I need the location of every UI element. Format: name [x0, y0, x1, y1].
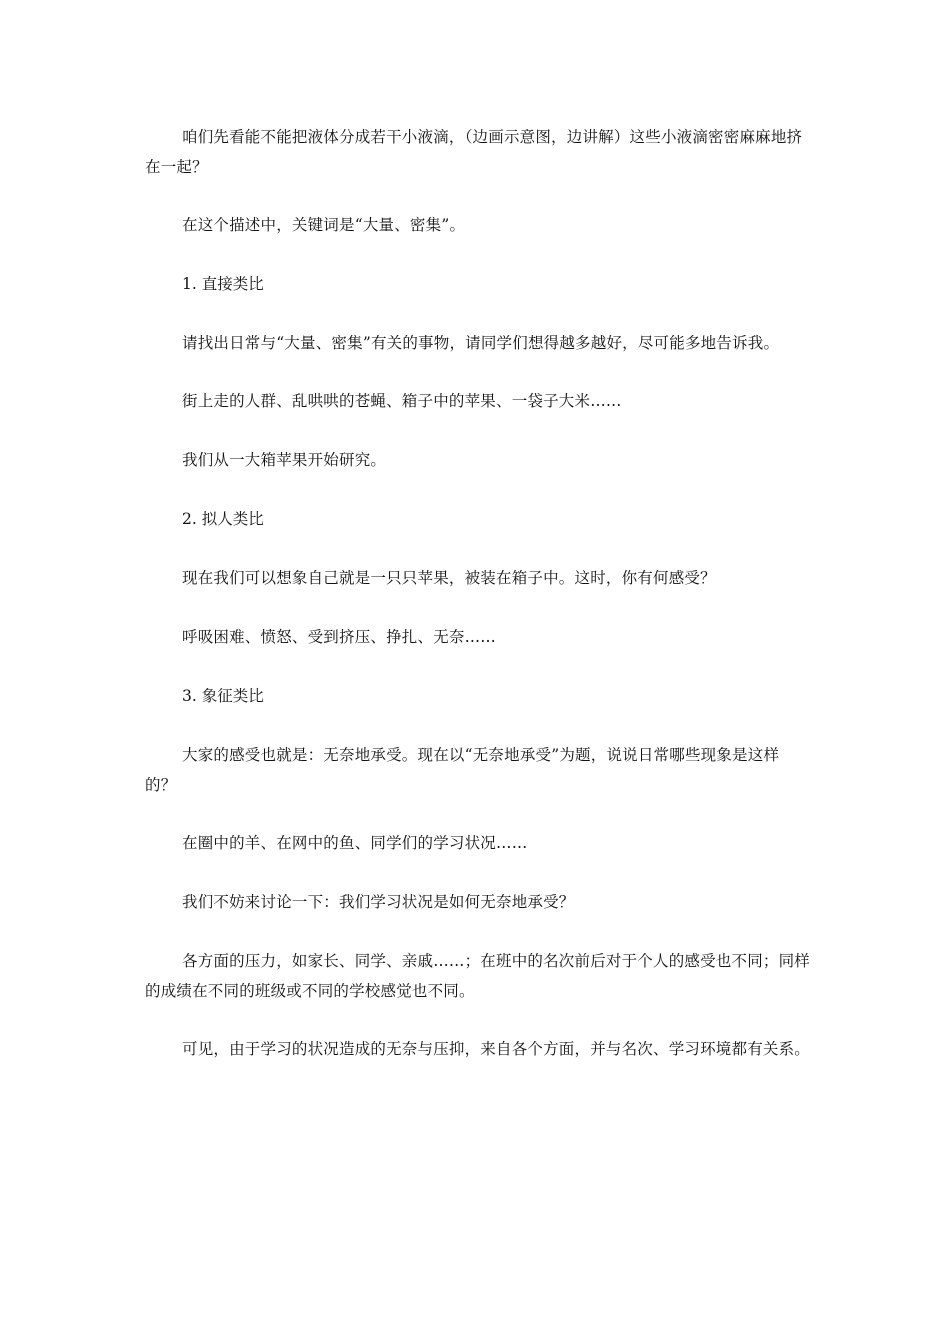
heading-personification-analogy: 2. 拟人类比	[182, 510, 264, 528]
paragraph-conclusion: 可见，由于学习的状况造成的无奈与压抑，来自各个方面，并与名次、学习环境都有关系。	[182, 1040, 811, 1058]
paragraph-direct-analogy-answers: 街上走的人群、乱哄哄的苍蝇、箱子中的苹果、一袋子大米……	[182, 392, 622, 410]
paragraph-personification-prompt: 现在我们可以想象自己就是一只只苹果，被装在箱子中。这时，你有何感受？	[182, 569, 716, 587]
paragraph-keywords: 在这个描述中，关键词是“大量、密集”。	[182, 216, 466, 234]
paragraph-direct-analogy-prompt: 请找出日常与“大量、密集”有关的事物，请同学们想得越多越好，尽可能多地告诉我。	[182, 334, 780, 352]
paragraph-discussion-prompt: 我们不妨来讨论一下：我们学习状况是如何无奈地承受？	[182, 893, 575, 911]
paragraph-apple-study: 我们从一大箱苹果开始研究。	[182, 451, 387, 469]
heading-direct-analogy: 1. 直接类比	[182, 275, 264, 293]
document-body	[145, 122, 810, 1092]
heading-symbolic-analogy: 3. 象征类比	[182, 687, 264, 705]
paragraph-personification-answers: 呼吸困难、愤怒、受到挤压、挣扎、无奈……	[182, 628, 497, 646]
paragraph-intro: 咱们先看能不能把液体分成若干小液滴，（边画示意图，边讲解）这些小液滴密密麻麻地挤在一起？	[145, 128, 803, 176]
paragraph-pressure-sources: 各方面的压力，如家长、同学、亲戚……；在班中的名次前后对于个人的感受也不同；同样的成绩在不同的班级或不同的学校感觉也不同。	[145, 952, 811, 1000]
paragraph-symbolic-answers: 在圈中的羊、在网中的鱼、同学们的学习状况……	[182, 834, 528, 852]
paragraph-symbolic-prompt: 大家的感受也就是：无奈地承受。现在以“无奈地承受”为题，说说日常哪些现象是这样的？	[145, 746, 780, 794]
